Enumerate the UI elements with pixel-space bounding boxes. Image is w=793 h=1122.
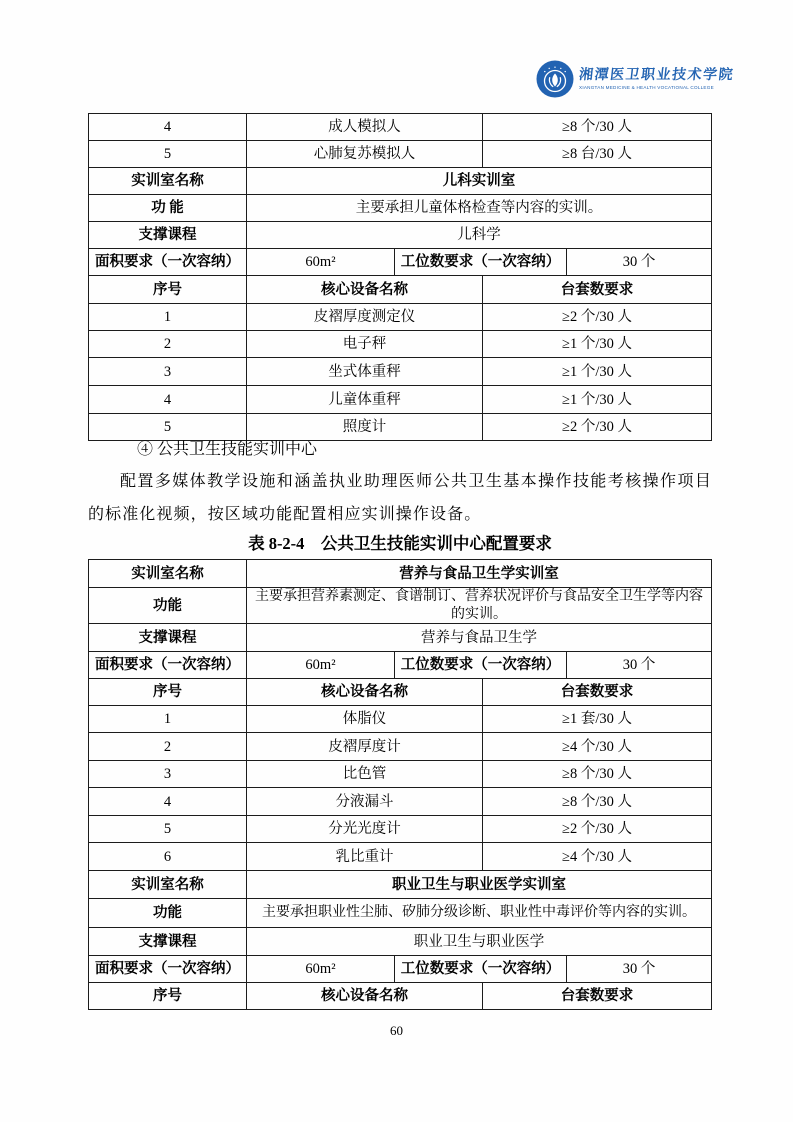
device-name-cell: 比色管 [246, 761, 482, 787]
course-value: 儿科学 [246, 222, 711, 248]
table-public-health-center [88, 559, 712, 1010]
area-value: 60m² [246, 956, 394, 982]
table-row [89, 358, 711, 386]
row-no-cell: 6 [163, 848, 172, 865]
section-heading: ④ 公共卫生技能实训中心 [137, 441, 318, 458]
qty-cell: ≥2 个/30 人 [482, 414, 711, 440]
qty-cell: ≥2 个/30 人 [482, 304, 711, 330]
seq-header: 序号 [153, 281, 182, 298]
stations-label: 工位数要求（一次容纳） [394, 249, 566, 275]
table-header-row [89, 276, 711, 304]
room-name-label: 实训室名称 [131, 876, 204, 893]
page-number: 60 [390, 1023, 403, 1038]
table-row [89, 304, 711, 331]
seq-header: 序号 [153, 988, 182, 1004]
room-name-value: 职业卫生与职业医学实训室 [246, 871, 711, 898]
course-label: 支撑课程 [138, 227, 197, 243]
qty-cell: ≥1 个/30 人 [482, 386, 711, 413]
table-row [89, 331, 711, 358]
stations-label: 工位数要求（一次容纳） [394, 652, 566, 678]
row-no-cell: 4 [163, 119, 172, 135]
college-logo [536, 60, 734, 98]
course-value: 营养与食品卫生学 [246, 624, 711, 651]
device-name-cell: 心肺复苏模拟人 [246, 141, 482, 167]
table-row [89, 624, 711, 652]
stations-value: 30 个 [566, 249, 711, 275]
device-name-cell: 照度计 [246, 414, 482, 440]
device-name-cell: 坐式体重秤 [246, 358, 482, 385]
device-header: 核心设备名称 [246, 276, 482, 303]
qty-cell: ≥1 个/30 人 [482, 331, 711, 357]
row-no-cell: 2 [163, 336, 172, 352]
function-label: 功 能 [151, 200, 184, 216]
stations-value: 30 个 [566, 956, 711, 982]
table-row [89, 114, 711, 141]
room-name-label: 实训室名称 [131, 173, 204, 189]
row-no-cell: 4 [163, 391, 172, 408]
table-caption: 表 8-2-4 公共卫生技能实训中心配置要求 [248, 534, 552, 553]
table-row [89, 168, 711, 195]
body-paragraph: 配置多媒体教学设施和涵盖执业助理医师公共卫生基本操作技能考核操作项目的标准化视频，按区域功能配置相应实训操作设备。 [88, 473, 712, 523]
row-no-cell: 3 [163, 363, 172, 380]
device-name-cell: 皮褶厚度计 [246, 733, 482, 760]
table-header-row [89, 983, 711, 1009]
table-row [89, 956, 711, 983]
row-no-cell: 2 [163, 738, 172, 755]
college-name-english: XIANGTAN MEDICINE & HEALTH VOCATIONAL COLLEGE [579, 85, 714, 90]
area-label: 面积要求（一次容纳） [95, 961, 240, 977]
table-row [89, 733, 711, 761]
row-no-cell: 1 [163, 711, 172, 727]
row-no-cell: 5 [163, 821, 172, 837]
table-row [89, 141, 711, 168]
device-name-cell: 分液漏斗 [246, 788, 482, 815]
area-label: 面积要求（一次容纳） [95, 657, 240, 673]
row-no-cell: 5 [163, 146, 172, 162]
course-label: 支撑课程 [138, 933, 197, 950]
table-row [89, 899, 711, 928]
area-value: 60m² [246, 652, 394, 678]
table-row [89, 222, 711, 249]
area-value: 60m² [246, 249, 394, 275]
table-row [89, 761, 711, 788]
device-header: 核心设备名称 [246, 983, 482, 1009]
table-row [89, 788, 711, 816]
function-label: 功能 [153, 905, 182, 921]
seq-header: 序号 [153, 684, 182, 700]
table-header-row [89, 679, 711, 706]
qty-cell: ≥8 个/30 人 [482, 788, 711, 815]
row-no-cell: 3 [163, 766, 172, 782]
qty-cell: ≥8 个/30 人 [482, 114, 711, 140]
function-value: 主要承担职业性尘肺、矽肺分级诊断、职业性中毒评价等内容的实训。 [246, 899, 711, 927]
function-label: 功能 [153, 597, 182, 614]
qty-cell: ≥1 个/30 人 [482, 358, 711, 385]
course-label: 支撑课程 [138, 629, 197, 646]
stations-label: 工位数要求（一次容纳） [394, 956, 566, 982]
qty-cell: ≥4 个/30 人 [482, 733, 711, 760]
table-row [89, 249, 711, 276]
row-no-cell: 1 [163, 309, 172, 325]
table-row [89, 414, 711, 440]
qty-cell: ≥2 个/30 人 [482, 816, 711, 842]
row-no-cell: 5 [163, 419, 172, 435]
qty-header: 台套数要求 [482, 276, 711, 303]
device-name-cell: 分光光度计 [246, 816, 482, 842]
stations-value: 30 个 [566, 652, 711, 678]
table-row [89, 843, 711, 871]
course-value: 职业卫生与职业医学 [246, 928, 711, 955]
table-row [89, 871, 711, 899]
table-row [89, 560, 711, 588]
qty-cell: ≥8 台/30 人 [482, 141, 711, 167]
table-row [89, 816, 711, 843]
table-row [89, 652, 711, 679]
area-label: 面积要求（一次容纳） [95, 254, 240, 270]
qty-cell: ≥1 套/30 人 [482, 706, 711, 732]
device-name-cell: 皮褶厚度测定仪 [246, 304, 482, 330]
device-name-cell: 成人模拟人 [246, 114, 482, 140]
room-name-value: 儿科实训室 [246, 168, 711, 194]
table-row [89, 386, 711, 414]
room-name-label: 实训室名称 [131, 565, 204, 582]
table-row [89, 928, 711, 956]
qty-cell: ≥4 个/30 人 [482, 843, 711, 870]
function-value: 主要承担儿童体格检查等内容的实训。 [246, 195, 711, 221]
function-value: 主要承担营养素测定、食谱制订、营养状况评价与食品安全卫生学等内容的实训。 [246, 588, 711, 623]
device-name-cell: 体脂仪 [246, 706, 482, 732]
room-name-value: 营养与食品卫生学实训室 [246, 560, 711, 587]
table-row [89, 195, 711, 222]
table-row [89, 706, 711, 733]
qty-header: 台套数要求 [482, 983, 711, 1009]
device-name-cell: 儿童体重秤 [246, 386, 482, 413]
table-row [89, 588, 711, 624]
qty-cell: ≥8 个/30 人 [482, 761, 711, 787]
college-name-chinese: 湘潭医卫职业技术学院 [578, 68, 735, 83]
row-no-cell: 4 [163, 793, 172, 810]
table-pediatric-training-room [88, 113, 712, 441]
device-name-cell: 乳比重计 [246, 843, 482, 870]
device-header: 核心设备名称 [246, 679, 482, 705]
qty-header: 台套数要求 [482, 679, 711, 705]
college-emblem-icon [536, 60, 574, 98]
device-name-cell: 电子秤 [246, 331, 482, 357]
